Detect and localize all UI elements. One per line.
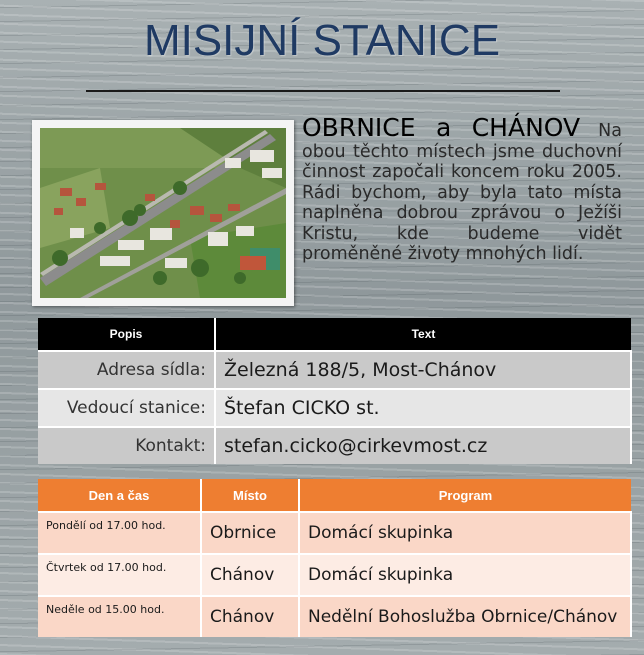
schedule-row	[38, 554, 631, 596]
contact-email[interactable]: stefan.cicko@cirkevmost.cz	[215, 427, 631, 464]
address-value: Železná 188/5, Most-Chánov	[215, 351, 631, 389]
schedule-time: Čtvrtek od 17.00 hod.	[38, 554, 201, 596]
schedule-program: Domácí skupinka	[299, 554, 631, 596]
header-place: Místo	[201, 479, 299, 512]
schedule-place: Chánov	[201, 554, 299, 596]
address-label: Adresa sídla:	[38, 351, 215, 389]
header-program: Program	[299, 479, 631, 512]
aerial-town-image	[40, 128, 286, 298]
intro-text: Na obou těchto místech jsme duchovní činnost započali koncem roku 2005. Rádi bychom, aby byla tato místa naplněna dobrou zprávou o Ježíši Kristu, kde budeme vidět proměněné životy mnohých lidí.	[302, 121, 622, 264]
header-text: Text	[215, 318, 631, 351]
schedule-time: Pondělí od 17.00 hod.	[38, 512, 201, 554]
schedule-place: Chánov	[201, 596, 299, 637]
info-row-leader	[38, 389, 631, 427]
intro-paragraph	[302, 113, 622, 265]
aerial-photo-frame	[32, 120, 294, 306]
info-header-row	[38, 318, 631, 351]
page-title: MISIJNÍ STANICE	[143, 16, 501, 65]
info-row-address	[38, 351, 631, 389]
schedule-place: Obrnice	[201, 512, 299, 554]
schedule-row	[38, 512, 631, 554]
schedule-header-row	[38, 479, 631, 512]
schedule-program: Nedělní Bohoslužba Obrnice/Chánov	[299, 596, 631, 637]
leader-label: Vedoucí stanice:	[38, 389, 215, 427]
schedule-table	[38, 479, 632, 637]
aerial-photo	[40, 128, 286, 298]
leader-value: Štefan CICKO st.	[215, 389, 631, 427]
intro-lead: OBRNICE a CHÁNOV	[302, 113, 581, 142]
header-popis: Popis	[38, 318, 215, 351]
schedule-row	[38, 596, 631, 637]
station-info-table	[38, 318, 632, 464]
schedule-program: Domácí skupinka	[299, 512, 631, 554]
info-row-contact	[38, 427, 631, 464]
contact-label: Kontakt:	[38, 427, 215, 464]
title-divider	[86, 90, 560, 92]
header-day-time: Den a čas	[38, 479, 201, 512]
schedule-time: Neděle od 15.00 hod.	[38, 596, 201, 637]
